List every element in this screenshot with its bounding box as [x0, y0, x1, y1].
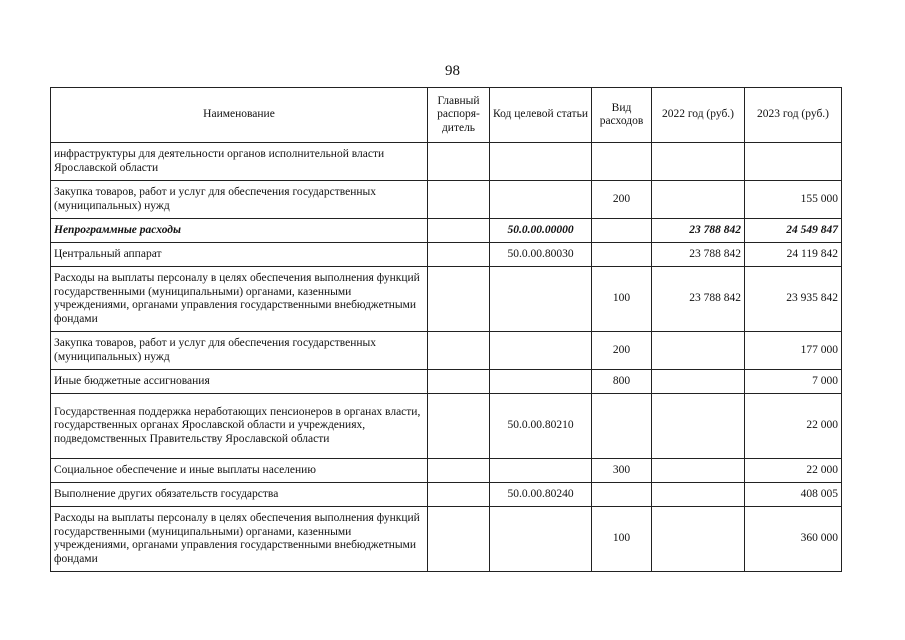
row-2022 — [652, 507, 745, 572]
row-admin — [428, 181, 490, 219]
row-type — [592, 219, 652, 243]
row-type: 200 — [592, 332, 652, 370]
row-2023: 7 000 — [745, 370, 842, 394]
row-admin — [428, 394, 490, 459]
row-2023: 408 005 — [745, 483, 842, 507]
header-name: Наименование — [51, 88, 428, 143]
row-code — [490, 507, 592, 572]
row-code: 50.0.00.80240 — [490, 483, 592, 507]
budget-table — [50, 87, 842, 572]
row-name: инфраструктуры для деятельности органов исполнительной власти Ярославской области — [51, 143, 428, 181]
row-code — [490, 143, 592, 181]
row-2022 — [652, 459, 745, 483]
row-name: Непрограммные расходы — [51, 219, 428, 243]
row-2023: 24 119 842 — [745, 243, 842, 267]
row-admin — [428, 507, 490, 572]
row-2023: 22 000 — [745, 459, 842, 483]
row-2022 — [652, 370, 745, 394]
header-code: Код целевой статьи — [490, 88, 592, 143]
row-name: Центральный аппарат — [51, 243, 428, 267]
row-2023: 24 549 847 — [745, 219, 842, 243]
row-admin — [428, 370, 490, 394]
table-row — [51, 219, 842, 243]
row-code — [490, 332, 592, 370]
row-2022 — [652, 143, 745, 181]
table-header-row — [51, 88, 842, 143]
row-name: Закупка товаров, работ и услуг для обеспечения государственных (муниципальных) нужд — [51, 332, 428, 370]
row-code — [490, 459, 592, 483]
row-admin — [428, 332, 490, 370]
row-type — [592, 243, 652, 267]
row-type: 300 — [592, 459, 652, 483]
row-code — [490, 370, 592, 394]
row-code — [490, 181, 592, 219]
row-code: 50.0.00.80030 — [490, 243, 592, 267]
table-row — [51, 181, 842, 219]
row-name: Закупка товаров, работ и услуг для обеспечения государственных (муниципальных) нужд — [51, 181, 428, 219]
row-admin — [428, 143, 490, 181]
table-row — [51, 267, 842, 332]
row-code — [490, 267, 592, 332]
row-name: Иные бюджетные ассигнования — [51, 370, 428, 394]
row-2022: 23 788 842 — [652, 267, 745, 332]
row-2022: 23 788 842 — [652, 219, 745, 243]
row-code: 50.0.00.80210 — [490, 394, 592, 459]
header-2022: 2022 год (руб.) — [652, 88, 745, 143]
row-type: 800 — [592, 370, 652, 394]
row-type: 100 — [592, 267, 652, 332]
row-type: 200 — [592, 181, 652, 219]
table-row — [51, 483, 842, 507]
row-name: Государственная поддержка неработающих пенсионеров в органах власти, государственных органах Ярославской области и учреждениях, подведомственных Правительству Ярославской области — [51, 394, 428, 459]
table-row — [51, 243, 842, 267]
table-row — [51, 459, 842, 483]
row-name: Социальное обеспечение и иные выплаты населению — [51, 459, 428, 483]
row-type — [592, 483, 652, 507]
row-2022 — [652, 394, 745, 459]
row-type — [592, 143, 652, 181]
table-row — [51, 507, 842, 572]
table-row — [51, 332, 842, 370]
row-2023: 360 000 — [745, 507, 842, 572]
row-admin — [428, 243, 490, 267]
row-2022 — [652, 181, 745, 219]
row-2023: 23 935 842 — [745, 267, 842, 332]
page-number: 98 — [445, 63, 460, 79]
row-2023: 177 000 — [745, 332, 842, 370]
row-2022 — [652, 332, 745, 370]
header-2023: 2023 год (руб.) — [745, 88, 842, 143]
row-name: Расходы на выплаты персоналу в целях обеспечения выполнения функций государственными (муниципальными) органами, казенными учреждениями, органами управления государственными внебюджетными фондами — [51, 507, 428, 572]
table-row — [51, 370, 842, 394]
row-admin — [428, 267, 490, 332]
row-type: 100 — [592, 507, 652, 572]
row-name: Выполнение других обязательств государства — [51, 483, 428, 507]
row-name: Расходы на выплаты персоналу в целях обеспечения выполнения функций государственными (муниципальными) органами, казенными учреждениями, органами управления государственными внебюджетными фондами — [51, 267, 428, 332]
header-type: Вид расходов — [592, 88, 652, 143]
table-row — [51, 143, 842, 181]
row-admin — [428, 483, 490, 507]
table-row — [51, 394, 842, 459]
row-type — [592, 394, 652, 459]
row-2022 — [652, 483, 745, 507]
row-2023 — [745, 143, 842, 181]
row-2023: 22 000 — [745, 394, 842, 459]
header-admin: Главный распоря-дитель — [428, 88, 490, 143]
row-code: 50.0.00.00000 — [490, 219, 592, 243]
row-admin — [428, 459, 490, 483]
row-admin — [428, 219, 490, 243]
row-2023: 155 000 — [745, 181, 842, 219]
row-2022: 23 788 842 — [652, 243, 745, 267]
